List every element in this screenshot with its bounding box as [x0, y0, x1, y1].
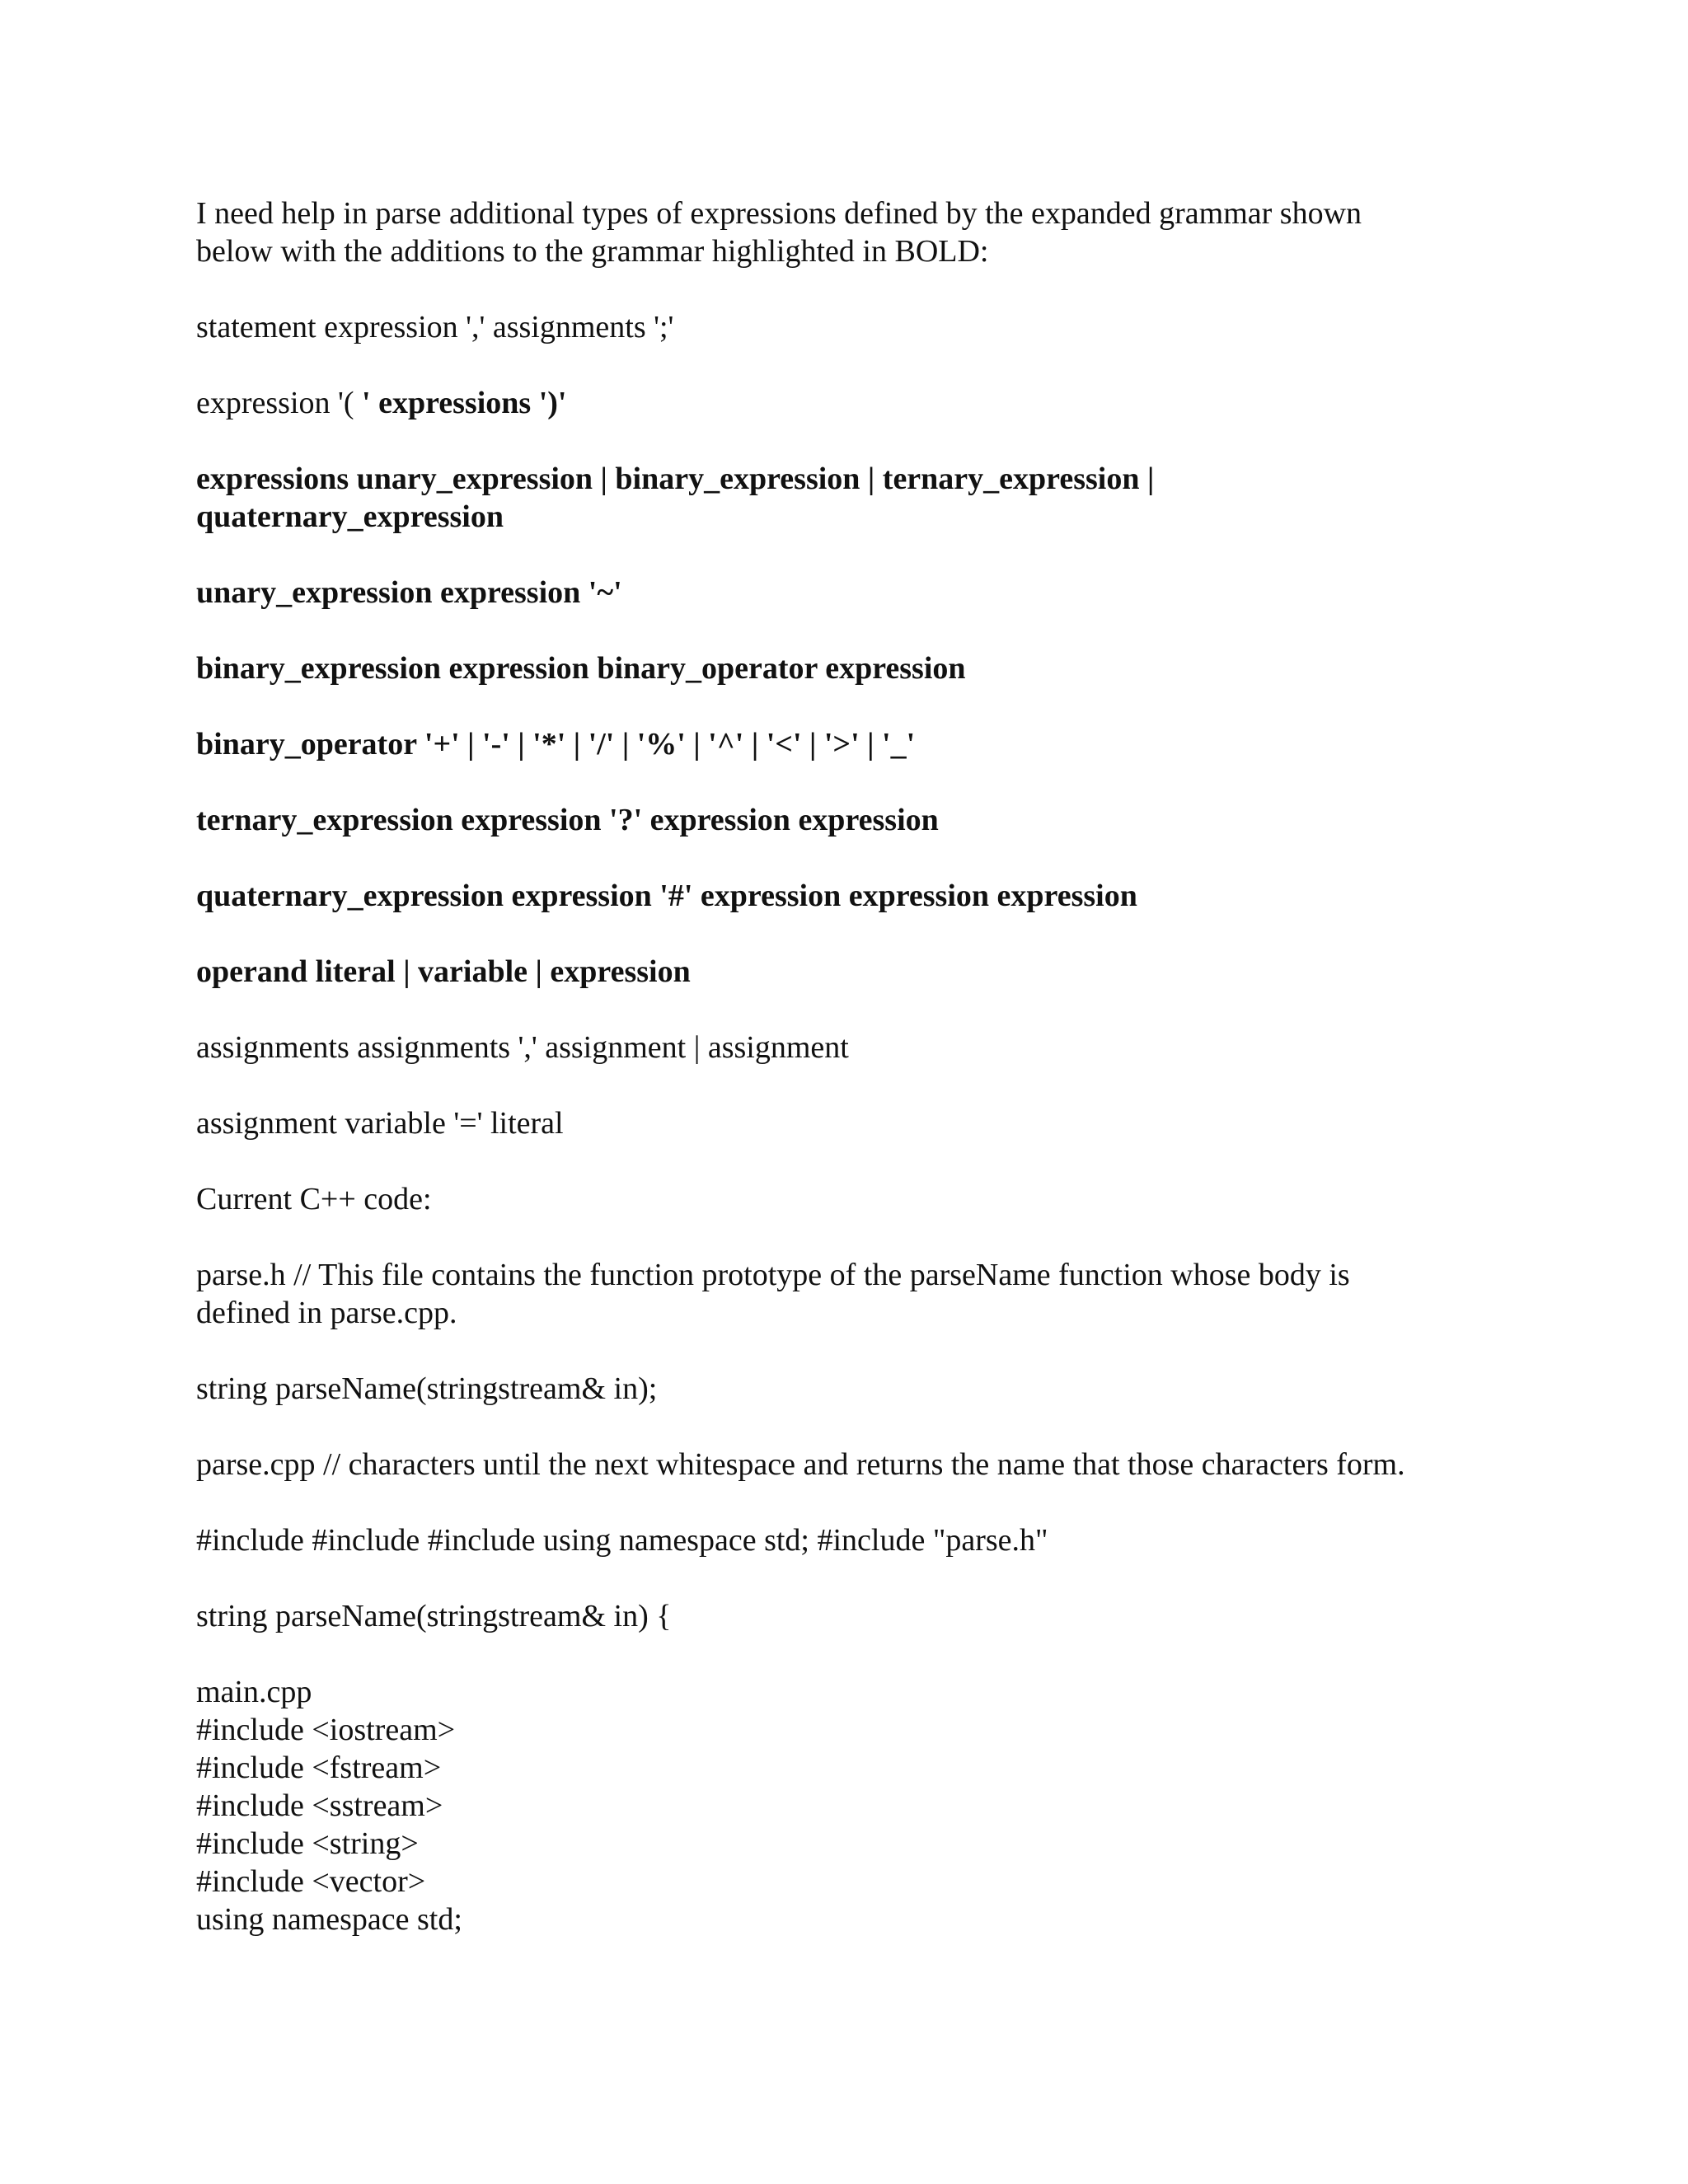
code-heading: Current C++ code:	[196, 1182, 432, 1216]
grammar-ternary: ternary_expression expression '?' expression expression	[196, 803, 939, 837]
grammar-expressions-line-1: expressions unary_expression | binary_expression | ternary_expression |	[196, 462, 1155, 496]
parse-cpp-description: parse.cpp // characters until the next whitespace and returns the name that those characters form.	[196, 1447, 1405, 1482]
grammar-expression-plain: expression '(	[196, 386, 363, 420]
intro-line-2: below with the additions to the grammar highlighted in BOLD:	[196, 234, 989, 269]
grammar-statement: statement expression ',' assignments ';'	[196, 310, 674, 344]
grammar-binary-operator: binary_operator '+' | '-' | '*' | '/' | '%' | '^' | '<' | '>' | '_'	[196, 727, 916, 762]
main-code-line: #include <sstream>	[196, 1788, 443, 1823]
main-code-line: #include <vector>	[196, 1864, 426, 1899]
main-code-line: #include <string>	[196, 1826, 419, 1861]
parse-h-line-1: parse.h // This file contains the function prototype of the parseName function whose body is	[196, 1258, 1350, 1292]
grammar-quaternary: quaternary_expression expression '#' expression expression expression	[196, 879, 1137, 913]
parse-prototype: string parseName(stringstream& in);	[196, 1371, 658, 1406]
parse-h-description	[196, 1256, 1498, 1332]
grammar-expression-bold: ' expressions ')'	[362, 386, 567, 420]
main-code-line: using namespace std;	[196, 1902, 462, 1937]
grammar-operand: operand literal | variable | expression	[196, 954, 691, 989]
grammar-assignments: assignments assignments ',' assignment | assignment	[196, 1030, 849, 1065]
grammar-expression	[196, 384, 1498, 422]
parse-h-line-2: defined in parse.cpp.	[196, 1296, 457, 1330]
main-code-line: #include <iostream>	[196, 1713, 456, 1747]
grammar-expressions-line-2: quaternary_expression	[196, 499, 504, 534]
parse-includes: #include #include #include using namespace std; #include "parse.h"	[196, 1523, 1048, 1558]
intro-paragraph	[196, 194, 1498, 270]
document-page	[196, 194, 1498, 1976]
main-cpp-code	[196, 1673, 1498, 1938]
parse-definition: string parseName(stringstream& in) {	[196, 1599, 672, 1633]
grammar-binary: binary_expression expression binary_operator expression	[196, 651, 966, 686]
grammar-expressions	[196, 460, 1498, 536]
grammar-assignment: assignment variable '=' literal	[196, 1106, 564, 1141]
main-code-line: #include <fstream>	[196, 1750, 442, 1785]
grammar-unary: unary_expression expression '~'	[196, 575, 622, 610]
main-code-line: main.cpp	[196, 1675, 312, 1709]
intro-line-1: I need help in parse additional types of expressions defined by the expanded grammar shown	[196, 196, 1362, 231]
